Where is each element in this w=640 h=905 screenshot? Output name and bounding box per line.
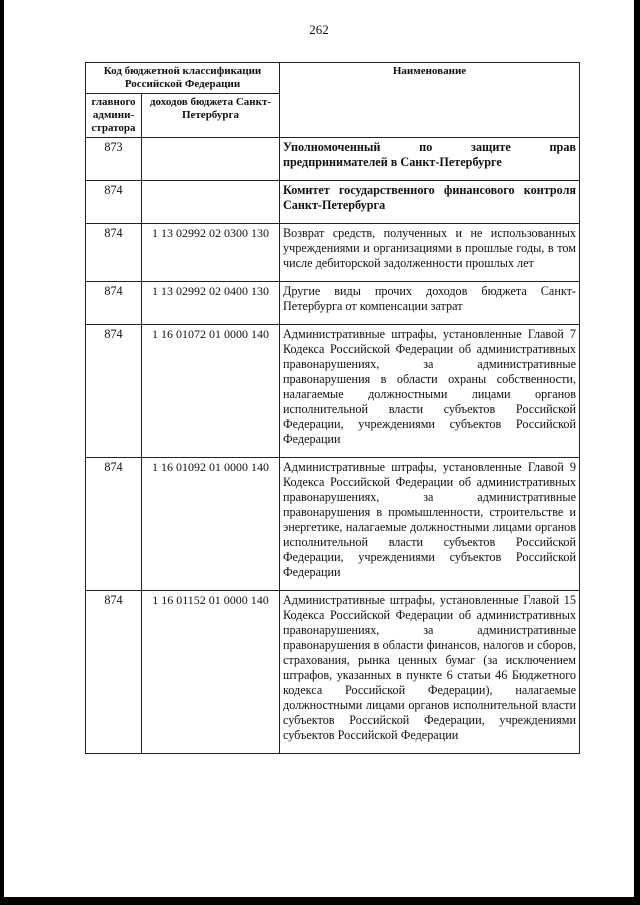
header-budget-revenue: доходов бюджета Санкт-Петербурга — [142, 94, 280, 138]
revenue-code-cell: 1 16 01072 01 0000 140 — [142, 325, 280, 458]
budget-classification-table — [85, 62, 580, 754]
name-cell: Возврат средств, полученных и не использованных учреждениями и организациями в прошлые годы, в том числе дебиторской задолженности прошлых лет — [280, 224, 580, 282]
table-row — [86, 325, 580, 458]
table-header-row — [86, 63, 580, 94]
name-cell: Уполномоченный по защите прав предпринимателей в Санкт-Петербурге — [280, 138, 580, 181]
name-cell: Административные штрафы, установленные Главой 9 Кодекса Российской Федерации об административных правонарушениях, за административные правонарушения в промышленности, строительстве и энергетике, налагаемые должностными лицами органов исполнительной власти субъектов Российской Федерации, учреждениями субъектов Российской Федерации — [280, 458, 580, 591]
revenue-code-cell — [142, 138, 280, 181]
admin-code-cell: 873 — [86, 138, 142, 181]
table-row — [86, 224, 580, 282]
table-body — [86, 138, 580, 754]
admin-code-cell: 874 — [86, 591, 142, 754]
header-name: Наименование — [280, 63, 580, 138]
revenue-code-cell: 1 13 02992 02 0300 130 — [142, 224, 280, 282]
admin-code-cell: 874 — [86, 458, 142, 591]
name-cell: Административные штрафы, установленные Главой 15 Кодекса Российской Федерации об административных правонарушениях, за административные правонарушения в области финансов, налогов и сборов, страхования, рынка ценных бумаг (за исключением штрафов, указанных в пункте 6 статьи 46 Бюджетного кодекса Российской Федерации), налагаемые должностными лицами органов исполнительной власти субъектов Российской Федерации, учреждениями субъектов Российской Федерации — [280, 591, 580, 754]
admin-code-cell: 874 — [86, 282, 142, 325]
table-row — [86, 138, 580, 181]
table-row — [86, 181, 580, 224]
table-row — [86, 591, 580, 754]
revenue-code-cell: 1 16 01092 01 0000 140 — [142, 458, 280, 591]
table-row — [86, 282, 580, 325]
name-cell: Комитет государственного финансового контроля Санкт-Петербурга — [280, 181, 580, 224]
document-page — [4, 0, 634, 897]
name-cell: Другие виды прочих доходов бюджета Санкт-Петербурга от компенсации затрат — [280, 282, 580, 325]
name-cell: Административные штрафы, установленные Главой 7 Кодекса Российской Федерации об административных правонарушениях, за административные правонарушения в области охраны собственности, налагаемые должностными лицами органов исполнительной власти субъектов Российской Федерации, учреждениями субъектов Российской Федерации — [280, 325, 580, 458]
page-number: 262 — [309, 22, 329, 37]
admin-code-cell: 874 — [86, 325, 142, 458]
admin-code-cell: 874 — [86, 224, 142, 282]
header-main-administrator: главного админи-стратора — [86, 94, 142, 138]
admin-code-cell: 874 — [86, 181, 142, 224]
table-row — [86, 458, 580, 591]
revenue-code-cell — [142, 181, 280, 224]
revenue-code-cell: 1 13 02992 02 0400 130 — [142, 282, 280, 325]
header-classification-code: Код бюджетной классификации Российской Федерации — [86, 63, 280, 94]
revenue-code-cell: 1 16 01152 01 0000 140 — [142, 591, 280, 754]
